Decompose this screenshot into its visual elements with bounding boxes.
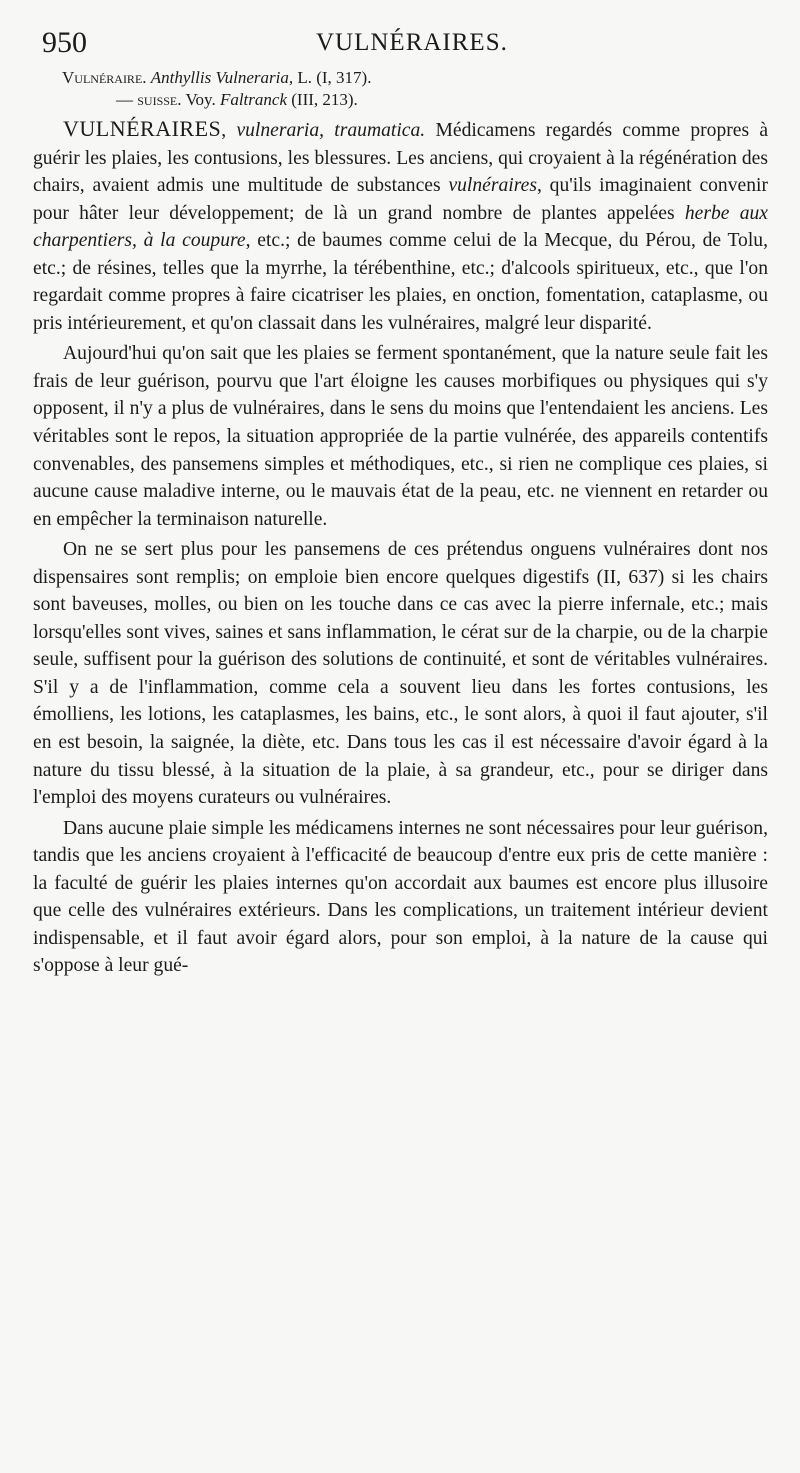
article-body [33, 115, 768, 980]
paragraph-1: VULNÉRAIRES, vulneraria, traumatica. Médicamens regardés comme propres à guérir les plaies, les contusions, les blessures. Les anciens, qui croyaient à la régénération des chairs, avaient admis une multitude de substances vulnéraires, qu'ils imaginaient convenir pour hâter leur développement; de là un grand nombre de plantes appelées herbe aux charpentiers, à la coupure, etc.; de baumes comme celui de la Mecque, du Pérou, de Tolu, etc.; de résines, telles que la myrrhe, la térébenthine, etc.; d'alcools spiritueux, etc., que l'on regardait comme propres à faire cicatriser les plaies, en onction, fomentation, cataplasme, ou pris intérieurement, et qu'on classait dans les vulnéraires, malgré leur disparité. [33, 116, 769, 334]
paragraph-1-text-b: , qu'ils imaginaient convenir pour hâter leur développement; de là un grand nombre de plantes appelées [33, 175, 768, 224]
paragraph-2: Aujourd'hui qu'on sait que les plaies se ferment spontanément, que la nature seule fait les frais de leur guérison, pourvu que l'art éloigne les causes morbifiques ou physiques qui s'y opposent, il n'y a plus de vulnéraires, dans le sens du moins que l'entendaient les anciens. Les véritables sont le repos, la situation appropriée de la partie vulnérée, des appareils contentifs convenables, des pansemens simples et méthodiques, etc., si rien ne complique ces plaies, si aucune cause maladive interne, ou le mauvais état de la peau, etc. ne viennent en retarder ou en empêcher la terminaison naturelle. [33, 343, 768, 530]
paragraph-1-emphasis-2: herbe aux charpentiers, à la coupure [33, 202, 768, 252]
paragraph-4: Dans aucune plaie simple les médicamens internes ne sont nécessaires pour leur guérison, tandis que les anciens croyaient à l'efficacité de beaucoup d'entre eux pris de cette manière : la faculté de guérir les plaies internes qu'on accordait aux baumes est encore plus illusoire que celle des vulnéraires extérieurs. Dans les complications, un traitement intérieur devient indispensable, et il faut avoir égard alors, pour son emploi, à la nature de la cause qui s'oppose à leur gué- [33, 817, 768, 977]
headword: VULNÉRAIRES [63, 116, 222, 141]
paragraph-3: On ne se sert plus pour les pansemens de ces prétendus onguens vulnéraires dont nos dispensaires sont remplis; on emploie bien encore quelques digestifs (II, 637) si les chairs sont baveuses, molles, ou bien on les touche dans ce cas avec la pierre infernale, etc.; mais lorsqu'elles sont vives, saines et sans inflammation, le cérat sur de la charpie, ou de la charpie seule, suffisent pour la guérison des solutions de continuité, et sont de véritables vulnéraires. S'il y a de l'inflammation, comme cela a souvent lieu dans les fortes contusions, les émolliens, les lotions, les cataplasmes, les bains, etc., le sont alors, à quoi il faut ajouter, s'il en est besoin, la saignée, la diète, etc. Dans tous les cas il est nécessaire d'avoir égard à la nature du tissu blessé, à la situation de la plaie, à sa grandeur, etc., pour se diriger dans l'emploi des moyens curateurs ou vulnéraires. [33, 539, 768, 809]
paragraph-1-text-c: , etc.; de baumes comme celui de la Mecque, du Pérou, de Tolu, etc.; de résines, telles que la myrrhe, la térébenthine, etc.; d'alcools spiritueux, etc., que l'on regardait comme propres à faire cicatriser les plaies, en onction, fomentation, cataplasme, ou pris intérieurement, et qu'on classait dans les vulnéraires, malgré leur disparité. [33, 230, 768, 334]
paragraph-1-text-a: Médicamens regardés comme propres à guérir les plaies, les contusions, les blessures. Les anciens, qui croyaient à la régénération des chairs, avaient admis une multitude de substances [33, 120, 769, 197]
xref-vulneraire [62, 67, 762, 89]
cross-references [62, 67, 762, 111]
xref-reference: L. (I, 317). [293, 68, 372, 87]
xref-suisse [62, 89, 762, 111]
xref-latin-name: Anthyllis Vulneraria, [150, 68, 294, 87]
xref-see: Voy. [181, 90, 220, 109]
xref-reference: (III, 213). [287, 90, 358, 109]
xref-term: Vulnéraire. [62, 68, 147, 87]
headword-latin: vulneraria, traumatica. [236, 120, 426, 141]
running-title: VULNÉRAIRES. [316, 29, 508, 56]
running-head [42, 26, 782, 60]
xref-target: Faltranck [219, 90, 287, 109]
page-number: 950 [42, 26, 87, 59]
paragraph-1-emphasis-1: vulnéraires [448, 175, 537, 197]
xref-term: — suisse. [116, 90, 182, 109]
